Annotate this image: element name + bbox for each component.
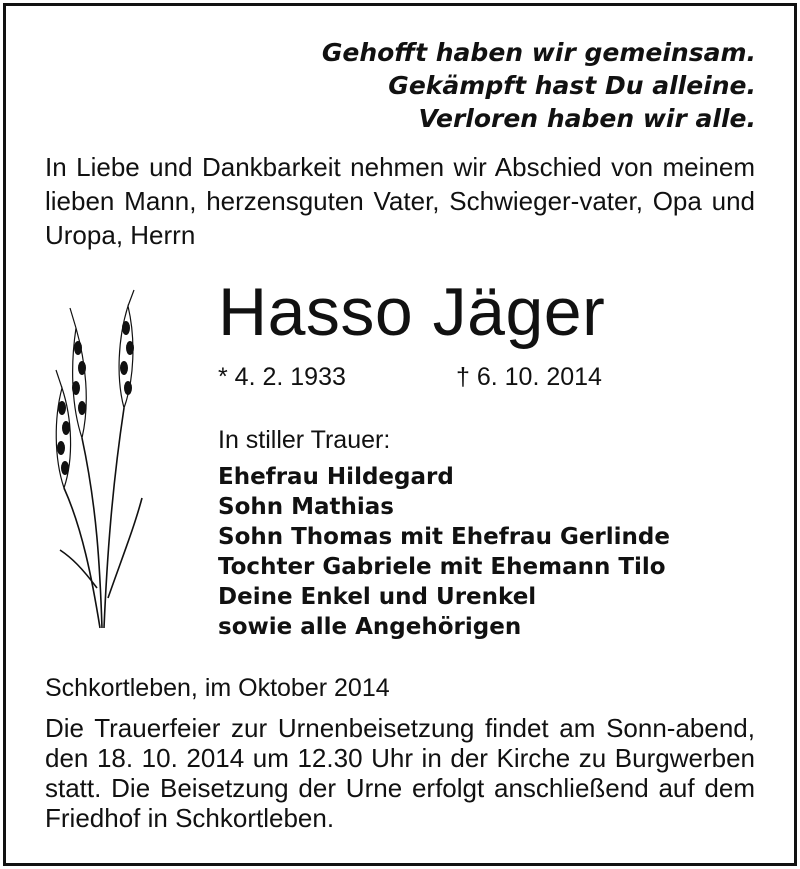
mourner-line: sowie alle Angehörigen <box>218 614 522 640</box>
quote-line-3: Verloren haben wir alle. <box>418 104 756 133</box>
service-info: Die Trauerfeier zur Urnenbeisetzung findet am Sonn-abend, den 18. 10. 2014 um 12.30 Uhr in der Kirche zu Burgwerben statt. Die Beisetzung der Urne erfolgt anschließend auf dem Friedhof in Schkortleben. <box>45 713 755 833</box>
mourner-line: Sohn Thomas mit Ehefrau Gerlinde <box>218 524 670 550</box>
deceased-name: Hasso Jäger <box>218 274 606 350</box>
quote-line-1: Gehofft haben wir gemeinsam. <box>321 38 756 67</box>
mourner-line: Deine Enkel und Urenkel <box>218 584 537 610</box>
mourner-line: Sohn Mathias <box>218 494 394 520</box>
quote-block <box>322 36 756 135</box>
mourner-line: Ehefrau Hildegard <box>218 464 454 490</box>
intro-text: In Liebe und Dankbarkeit nehmen wir Abschied von meinem lieben Mann, herzensguten Vater, Schwieger-vater, Opa und Uropa, Herrn <box>45 152 755 250</box>
place-date: Schkortleben, im Oktober 2014 <box>45 674 390 702</box>
death-date: † 6. 10. 2014 <box>456 363 602 391</box>
wheat-ears-icon <box>42 288 162 638</box>
life-dates <box>218 362 602 392</box>
quote-line-2: Gekämpft hast Du alleine. <box>388 71 756 100</box>
mourners-list <box>218 462 670 642</box>
mourner-line: Tochter Gabriele mit Ehemann Tilo <box>218 554 666 580</box>
mourning-heading: In stiller Trauer: <box>218 426 391 454</box>
birth-date: * 4. 2. 1933 <box>218 363 346 391</box>
